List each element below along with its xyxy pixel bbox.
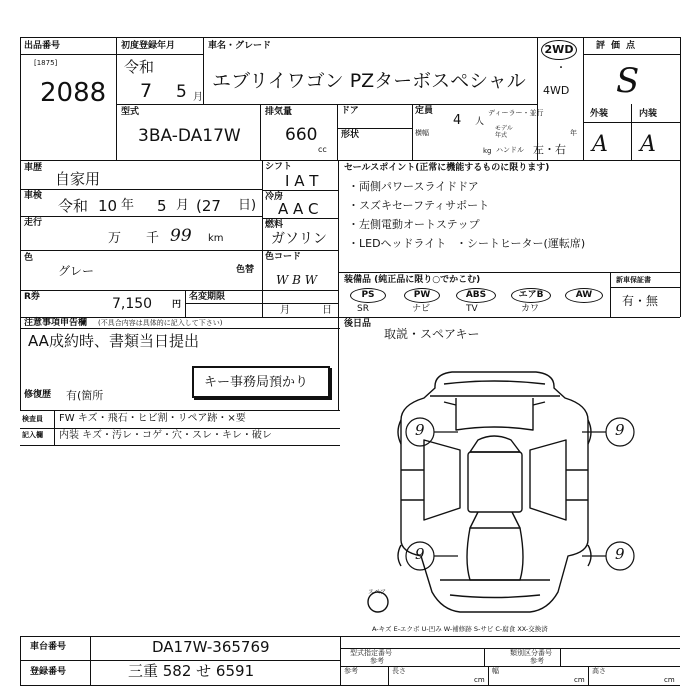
- sales-point-5: ・シートヒーター(運転席): [456, 237, 586, 250]
- model-grade-label: 車名・グレード: [208, 41, 272, 51]
- capacity-label: 定員: [415, 106, 434, 116]
- drive-dot: ・: [556, 63, 566, 74]
- chassis-value: DA17W-365769: [152, 638, 270, 656]
- sales-point-4: ・LEDヘッドライト: [348, 237, 447, 250]
- color-code-label: 色コード: [265, 252, 302, 262]
- doors-label: ドア: [341, 106, 359, 116]
- after-install-label: 後日品: [344, 319, 372, 329]
- equip-pw-text: PW: [413, 290, 431, 300]
- shift-value: I A T: [285, 172, 319, 190]
- handle-label: ハンドル: [496, 146, 524, 154]
- model-type-value: 3BA-DA17W: [138, 126, 241, 146]
- equip-tv: TV: [466, 304, 478, 314]
- equip-ps-text: PS: [361, 290, 375, 300]
- wheel-mark-fr: 9: [615, 421, 625, 439]
- height-label: 高さ: [592, 667, 606, 675]
- sales-point-2: ・スズキセーフティサポート: [348, 199, 490, 212]
- damage-legend: A-キズ E-エクボ U-凹み W-補修跡 S-サビ C-腐食 XX-交換済: [372, 625, 548, 633]
- weight-unit: kg: [483, 147, 492, 155]
- width-label: 横幅: [415, 129, 429, 137]
- inspection-day: (27: [196, 197, 221, 215]
- inspector-label-1: 検査員: [22, 415, 43, 423]
- name-change-month: 月: [280, 305, 290, 316]
- category-label: 車歴: [24, 163, 43, 173]
- width-unit: cm: [574, 676, 585, 684]
- recycle-label: R券: [24, 292, 40, 302]
- shape-label: 形状: [341, 130, 360, 140]
- name-change-label: 名変期限: [189, 292, 226, 302]
- inspection-month-unit: 月: [176, 198, 190, 213]
- mileage-label: 走行: [24, 218, 43, 228]
- length-label: 長さ: [392, 667, 406, 675]
- first-reg-month: 5: [176, 82, 187, 102]
- inspection-month: 5: [157, 197, 167, 215]
- ext-label: 外装: [590, 109, 609, 119]
- lot-sub: [1875]: [34, 59, 58, 67]
- inspection-label: 車検: [24, 191, 43, 201]
- inspector-row-1: FW キズ・飛石・ヒビ割・リペア跡・×要: [59, 413, 246, 424]
- dim-ref: 参考: [344, 667, 358, 675]
- model-grade-value: エブリイワゴン PZターボスペシャル: [212, 70, 526, 92]
- color-label: 色: [24, 253, 34, 263]
- width-dim-label: 幅: [492, 667, 499, 675]
- repair-value: 有(箇所: [66, 389, 104, 402]
- capacity-value: 4: [453, 113, 462, 128]
- lot-number: 2088: [40, 78, 107, 108]
- equip-abs-text: ABS: [465, 290, 487, 300]
- notes-sublabel: (不具合内容は具体的に記入して下さい): [98, 319, 223, 327]
- model-year-unit: 年: [570, 129, 577, 137]
- int-value: A: [640, 132, 656, 157]
- category-number-label: 類別区分番号: [510, 649, 552, 657]
- mileage-value: 99: [170, 226, 192, 246]
- sales-points-label: セールスポイント(正常に機能するものに限ります): [344, 163, 550, 173]
- registration-label: 登録番号: [30, 667, 67, 677]
- equip-sr: SR: [357, 304, 369, 314]
- sales-point-1: ・両側パワースライドドア: [348, 180, 479, 193]
- mileage-sen: 千: [146, 231, 160, 246]
- warranty-label: 新車保証書: [616, 276, 651, 284]
- ac-label: 冷房: [265, 192, 284, 202]
- drive-2wd: 2WD: [544, 43, 574, 56]
- capacity-unit: 人: [475, 117, 485, 127]
- color-value: グレー: [58, 264, 95, 278]
- score-value: S: [616, 61, 640, 101]
- equip-navi: ナビ: [412, 304, 431, 314]
- category-number-ref: 参考: [530, 657, 544, 665]
- score-label: 評価点: [596, 41, 642, 51]
- first-reg-label: 初度登録年月: [121, 41, 176, 51]
- dealer-label: ディーラー・並行: [488, 109, 544, 117]
- spare-label: スペア: [368, 589, 387, 596]
- inspection-year-unit: 年: [121, 198, 135, 213]
- height-unit: cm: [664, 676, 675, 684]
- int-label: 内装: [639, 109, 658, 119]
- handle-value: 左・右: [533, 143, 566, 156]
- registration-value: 三重 582 せ 6591: [128, 662, 255, 680]
- equip-airbag-text: エアB: [518, 290, 544, 300]
- model-type-label: 型式: [121, 107, 140, 117]
- inspection-era: 令和: [58, 197, 89, 215]
- repair-label: 修復歴: [24, 390, 52, 400]
- notes-label: 注意事項申告欄: [24, 318, 88, 328]
- length-unit: cm: [474, 676, 485, 684]
- color-code: W B W: [276, 273, 318, 287]
- sales-point-3: ・左側電動オートステップ: [348, 218, 480, 231]
- color-tone-label: 色替: [236, 265, 255, 275]
- recycle-value: 7,150: [112, 296, 153, 312]
- mileage-man: 万: [108, 231, 122, 246]
- fuel-label: 燃料: [265, 220, 284, 230]
- spec-number-ref: 参考: [370, 657, 384, 665]
- after-install-value: 取説・スペアキー: [384, 327, 480, 341]
- equip-leather: カワ: [521, 304, 540, 314]
- inspection-year: 10: [98, 197, 118, 215]
- chassis-label: 車台番号: [30, 642, 67, 652]
- fuel-value: ガソリン: [271, 231, 327, 247]
- first-reg-month-unit: 月: [193, 92, 203, 103]
- wheel-mark-rl: 9: [415, 545, 425, 563]
- inspection-day-unit: 日): [238, 198, 257, 213]
- mileage-unit: km: [208, 233, 224, 244]
- drive-4wd: 4WD: [543, 84, 570, 97]
- displacement-value: 660: [285, 125, 318, 145]
- notes-value: AA成約時、書類当日提出: [28, 332, 199, 350]
- equip-aw-text: AW: [575, 290, 593, 300]
- key-stamp-text: キー事務局預かり: [204, 375, 309, 390]
- model-year-label-2: 年式: [495, 132, 508, 139]
- shift-label: シフト: [265, 162, 293, 172]
- warranty-value: 有・無: [622, 294, 659, 308]
- inspector-row-2: 内装 キズ・汚レ・コゲ・穴・スレ・キレ・破レ: [59, 430, 272, 441]
- displacement-label: 排気量: [265, 107, 293, 117]
- category-value: 自家用: [55, 170, 101, 188]
- ac-value: A A C: [278, 200, 319, 218]
- wheel-mark-fl: 9: [415, 421, 425, 439]
- spec-number-label: 型式指定番号: [350, 649, 392, 657]
- displacement-unit: cc: [318, 145, 327, 154]
- ext-value: A: [592, 132, 608, 157]
- equipment-label: 装備品 (純正品に限り○でかこむ): [344, 275, 481, 285]
- model-year-label-1: モデル: [495, 125, 513, 132]
- first-reg-year: 7: [140, 80, 153, 102]
- wheel-mark-rr: 9: [615, 545, 625, 563]
- inspector-label-2: 記入欄: [22, 431, 43, 439]
- recycle-unit: 円: [172, 300, 182, 310]
- name-change-day: 日: [322, 305, 332, 316]
- first-reg-era: 令和: [124, 58, 155, 76]
- lot-label: 出品番号: [24, 41, 61, 51]
